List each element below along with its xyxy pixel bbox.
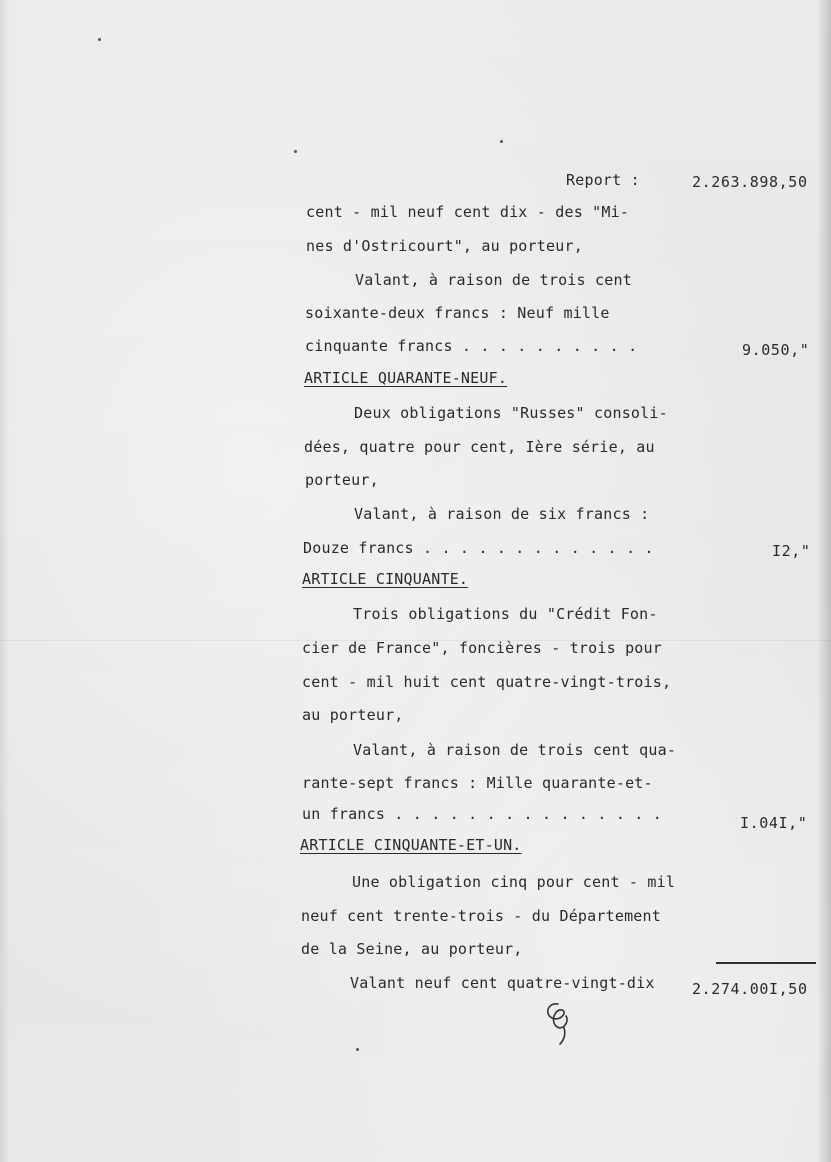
heading-article-49: ARTICLE QUARANTE-NEUF. (304, 369, 508, 387)
text-line: neuf cent trente-trois - du Département (301, 907, 661, 925)
paper-left-edge-shadow (0, 0, 10, 1162)
text-line: cier de France", foncières - trois pour (302, 639, 662, 657)
text-line: Une obligation cinq pour cent - mil (352, 873, 676, 891)
handwritten-initial-mark (538, 998, 582, 1048)
text-line: de la Seine, au porteur, (301, 940, 523, 958)
text-line: Valant, à raison de trois cent (355, 271, 632, 289)
text-line: nes d'Ostricourt", au porteur, (306, 237, 583, 255)
text-line: Valant neuf cent quatre-vingt-dix (350, 974, 655, 992)
text-line: porteur, (305, 471, 379, 489)
text-line: Deux obligations "Russes" consoli- (354, 404, 668, 422)
text-line: rante-sept francs : Mille quarante-et- (302, 774, 653, 792)
ink-speck (356, 1048, 359, 1051)
amount-article-49: I2," (772, 542, 811, 560)
text-line: soixante-deux francs : Neuf mille (305, 304, 610, 322)
text-line: cinquante francs . . . . . . . . . . (305, 337, 638, 355)
text-line: Valant, à raison de six francs : (354, 505, 650, 523)
text-line: cent - mil huit cent quatre-vingt-trois, (302, 673, 672, 691)
amount-article-50: I.04I," (740, 814, 808, 832)
text-line: Valant, à raison de trois cent qua- (353, 741, 677, 759)
ink-speck (500, 140, 503, 143)
amount-article-48: 9.050," (742, 341, 810, 359)
heading-article-50: ARTICLE CINQUANTE. (302, 570, 469, 588)
report-label: Report : (566, 171, 640, 189)
text-line: au porteur, (302, 706, 404, 724)
text-line: Trois obligations du "Crédit Fon- (353, 605, 658, 623)
report-amount: 2.263.898,50 (692, 173, 808, 191)
heading-article-51: ARTICLE CINQUANTE-ET-UN. (300, 836, 522, 854)
ink-speck (294, 150, 297, 153)
ink-speck (98, 38, 101, 41)
text-line: un francs . . . . . . . . . . . . . . . (302, 805, 662, 823)
text-line: cent - mil neuf cent dix - des "Mi- (306, 203, 630, 221)
carried-total-amount: 2.274.00I,50 (692, 980, 808, 998)
text-line: dées, quatre pour cent, Ière série, au (304, 438, 655, 456)
text-line: Douze francs . . . . . . . . . . . . . (303, 539, 654, 557)
paper-right-edge-shadow (817, 0, 831, 1162)
sum-rule-line (716, 962, 816, 964)
